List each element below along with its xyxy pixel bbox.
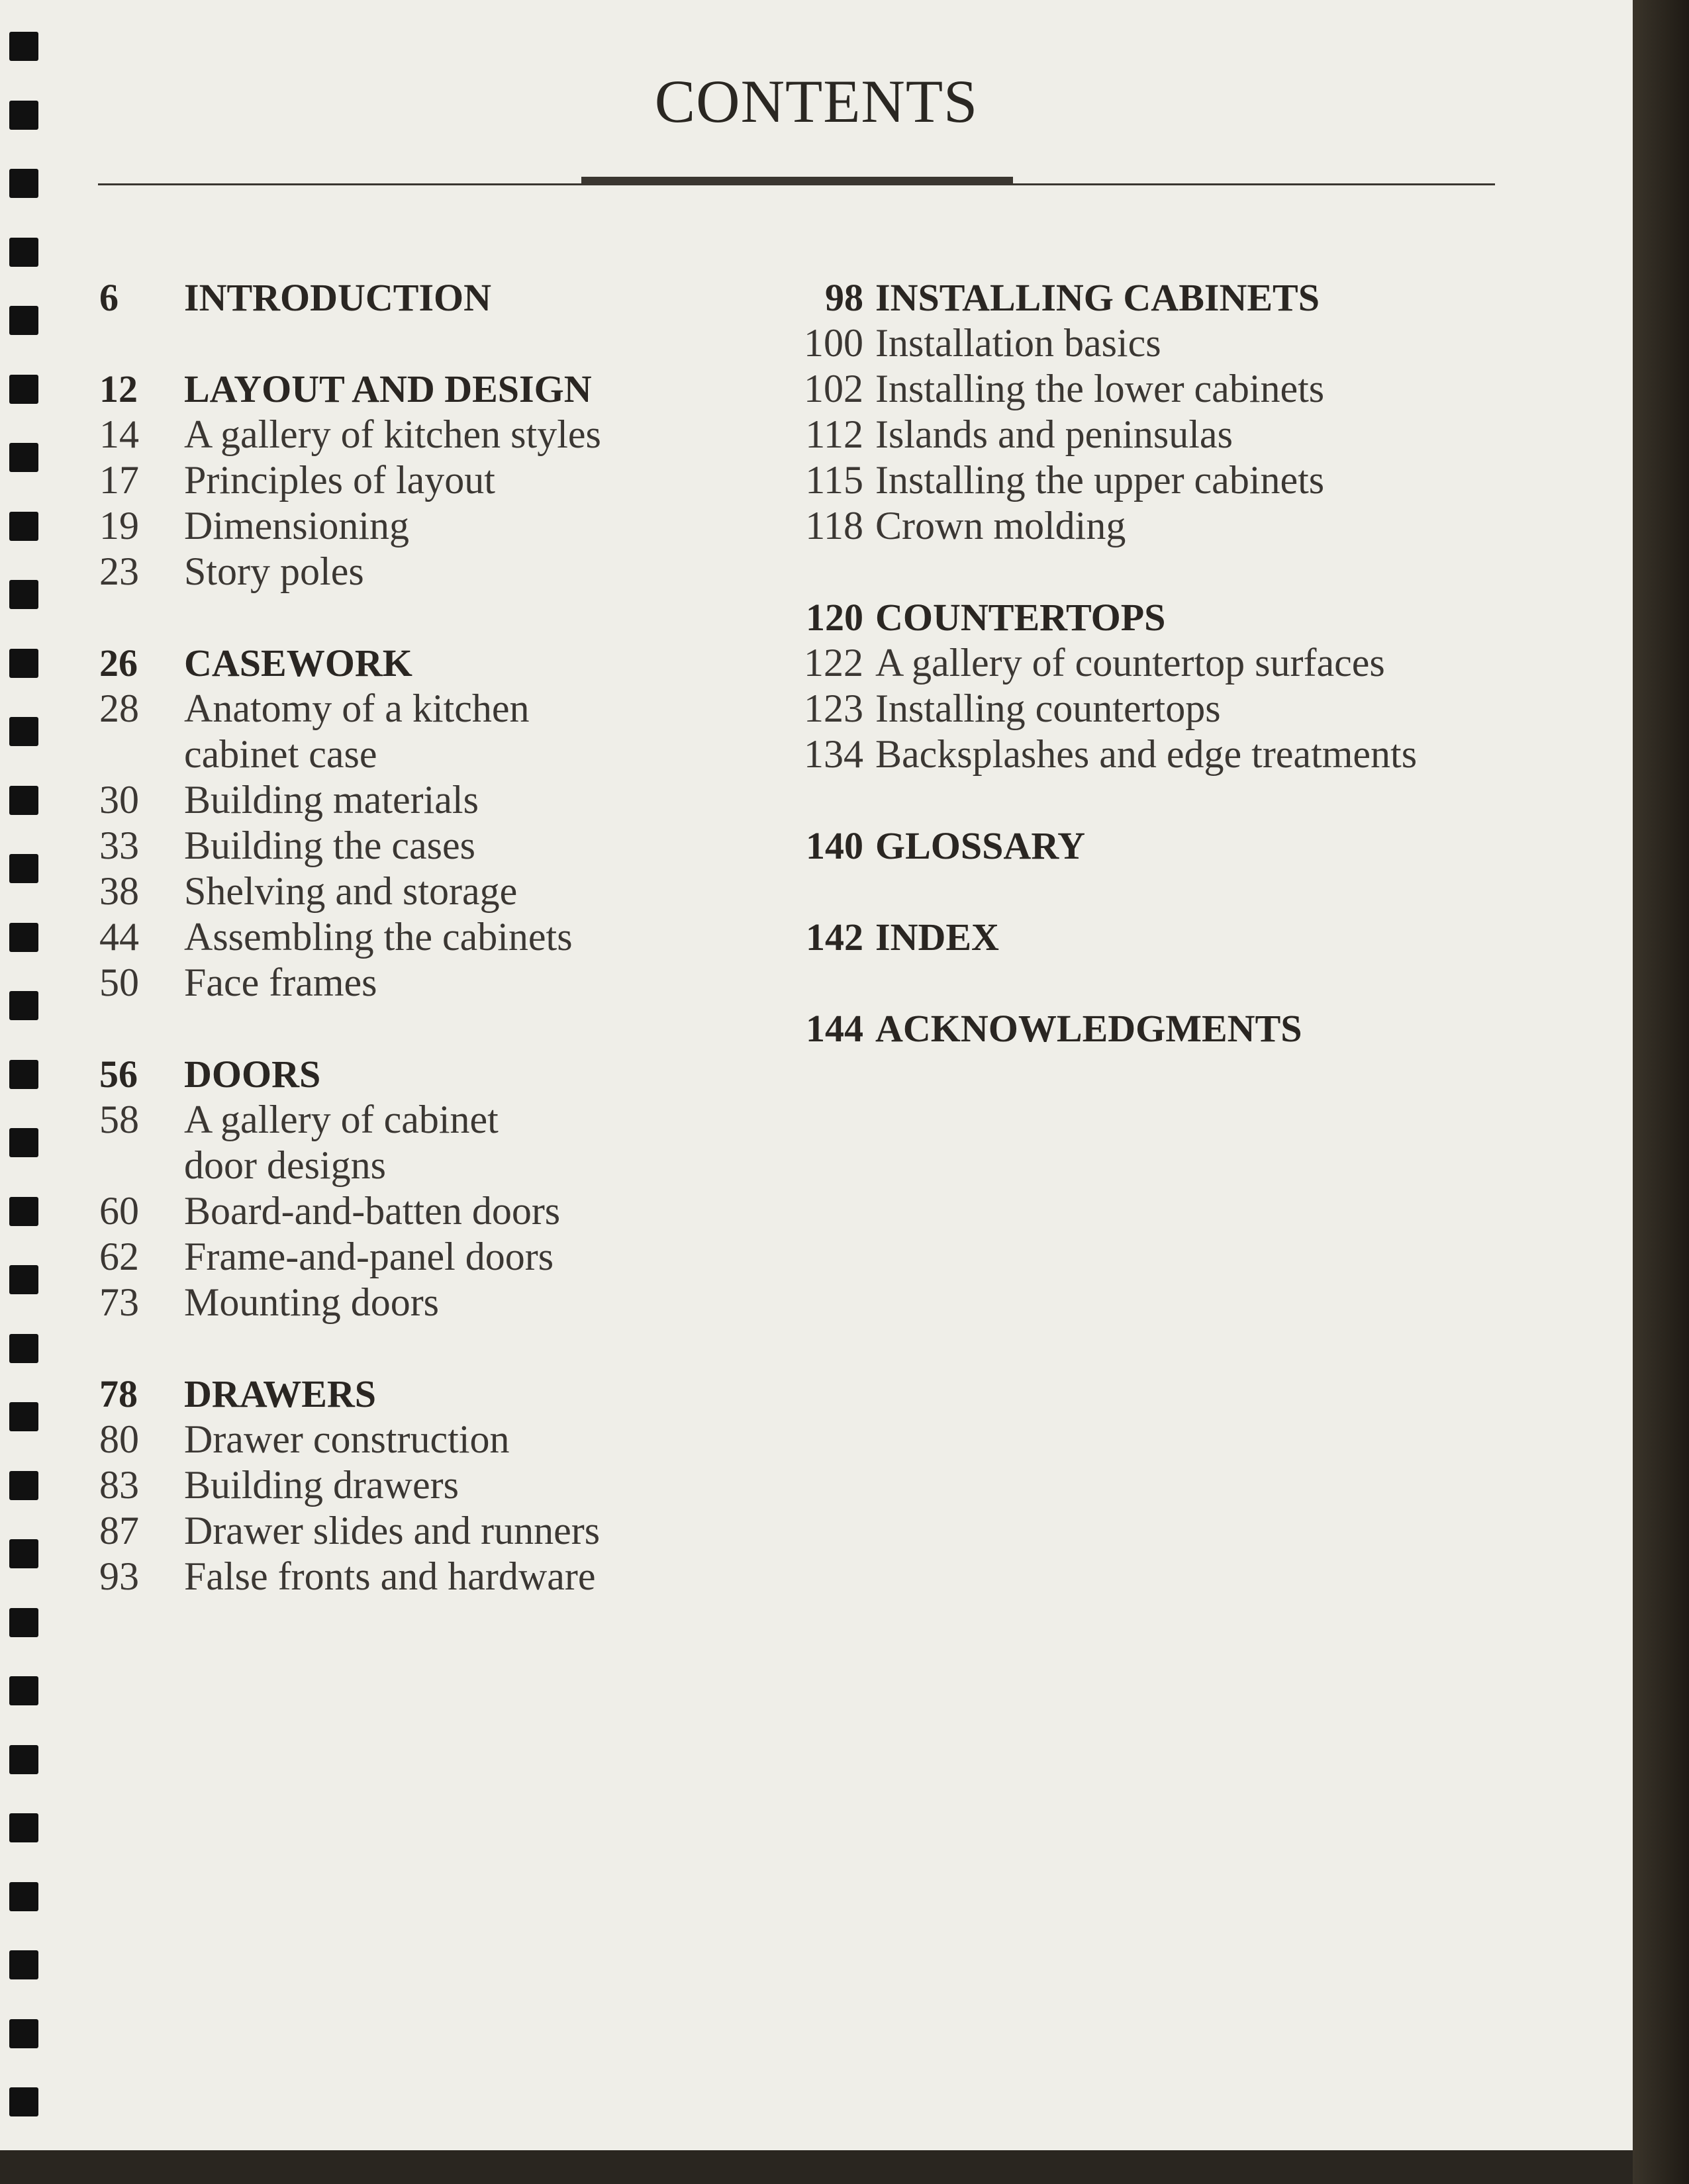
binding-hole — [9, 786, 38, 815]
toc-entry — [99, 412, 682, 457]
toc-page-number: 28 — [99, 687, 139, 730]
toc-page-number: 83 — [99, 1463, 139, 1507]
section-gap — [788, 960, 1529, 1006]
toc-page-number: 23 — [99, 549, 139, 593]
binding-hole — [9, 1676, 38, 1705]
toc-entry-label: A gallery of kitchen styles — [184, 412, 601, 456]
binding-hole — [9, 512, 38, 541]
section-gap — [99, 320, 682, 366]
toc-page-number: 30 — [99, 778, 139, 822]
toc-entry — [788, 686, 1529, 732]
toc-page-number: 80 — [99, 1417, 139, 1461]
toc-page-number: 14 — [99, 412, 139, 456]
toc-page-number: 100 — [804, 321, 863, 365]
toc-entry-label: False fronts and hardware — [184, 1554, 596, 1598]
toc-entry-label: Frame-and-panel doors — [184, 1235, 554, 1278]
section-gap — [99, 1006, 682, 1051]
toc-entry — [99, 1417, 682, 1462]
toc-entry-label: Building materials — [184, 778, 479, 822]
binding-hole — [9, 1745, 38, 1774]
toc-page-number: 142 — [806, 916, 863, 959]
toc-page-number — [99, 732, 184, 777]
toc-entry-label: INDEX — [875, 916, 999, 959]
toc-entry-label: Building the cases — [184, 824, 475, 867]
toc-page-number: 112 — [805, 412, 863, 456]
toc-section-heading — [99, 640, 682, 686]
toc-entry — [788, 457, 1529, 503]
toc-section-heading — [788, 594, 1529, 640]
binding-hole — [9, 649, 38, 678]
toc-page-number: 6 — [99, 276, 119, 319]
toc-entry-label: COUNTERTOPS — [875, 596, 1166, 639]
binding-hole — [9, 32, 38, 61]
toc-entry-label: DOORS — [184, 1053, 321, 1096]
binding-hole — [9, 1608, 38, 1637]
toc-entry — [99, 823, 682, 869]
toc-page-number: 26 — [99, 641, 138, 685]
toc-entry-label: door designs — [184, 1143, 386, 1187]
toc-page-number: 93 — [99, 1554, 139, 1598]
toc-page-number: 58 — [99, 1098, 139, 1141]
toc-page-number: 73 — [99, 1280, 139, 1324]
toc-entry — [99, 869, 682, 914]
toc-entry-label: cabinet case — [184, 732, 377, 776]
section-gap — [788, 549, 1529, 594]
toc-section-heading — [788, 1006, 1529, 1051]
page-title: CONTENTS — [654, 68, 979, 135]
toc-entry-label: INTRODUCTION — [184, 276, 492, 319]
binding-hole — [9, 306, 38, 335]
binding-hole — [9, 717, 38, 746]
binding-hole — [9, 1197, 38, 1226]
toc-page-number — [99, 1143, 184, 1188]
toc-entry — [99, 686, 682, 732]
toc-page-number: 78 — [99, 1372, 138, 1415]
binding-hole — [9, 1471, 38, 1500]
toc-entry-label: Building drawers — [184, 1463, 459, 1507]
toc-entry-label: Dimensioning — [184, 504, 409, 547]
toc-entry — [788, 732, 1529, 777]
toc-entry-label: Face frames — [184, 961, 377, 1004]
toc-section-heading — [99, 1371, 682, 1417]
toc-entry — [99, 1143, 682, 1188]
toc-entry-label: Shelving and storage — [184, 869, 518, 913]
toc-section-heading — [99, 366, 682, 412]
toc-entry-label: A gallery of countertop surfaces — [875, 641, 1385, 685]
toc-entry — [788, 412, 1529, 457]
toc-entry-label: DRAWERS — [184, 1372, 377, 1415]
toc-entry-label: Mounting doors — [184, 1280, 440, 1324]
toc-entry-label: Assembling the cabinets — [184, 915, 573, 959]
toc-entry — [99, 549, 682, 594]
toc-entry — [99, 503, 682, 549]
toc-entry-label: CASEWORK — [184, 641, 412, 685]
binding-hole — [9, 1813, 38, 1842]
toc-entry-label: LAYOUT AND DESIGN — [184, 367, 592, 410]
page-edge-bottom — [0, 2150, 1633, 2184]
toc-page-number: 115 — [805, 458, 863, 502]
binding-hole — [9, 2019, 38, 2048]
binding-hole — [9, 991, 38, 1020]
binding-hole — [9, 1402, 38, 1431]
binding-hole — [9, 2087, 38, 2116]
toc-section-heading — [788, 275, 1529, 320]
binding-hole — [9, 1128, 38, 1157]
toc-page-number: 144 — [806, 1007, 863, 1050]
toc-entry-label: Drawer slides and runners — [184, 1509, 601, 1552]
toc-entry-label: Board-and-batten doors — [184, 1189, 561, 1233]
toc-entry — [99, 777, 682, 823]
toc-entry — [788, 640, 1529, 686]
section-gap — [788, 869, 1529, 914]
toc-page-number: 17 — [99, 458, 139, 502]
section-gap — [99, 1325, 682, 1371]
toc-entry-label: Installing the upper cabinets — [875, 458, 1325, 502]
contents-left-column — [99, 275, 682, 1599]
toc-page-number: 98 — [825, 276, 863, 319]
toc-section-heading — [99, 1051, 682, 1097]
toc-entry-label: Drawer construction — [184, 1417, 510, 1461]
toc-entry-label: Backsplashes and edge treatments — [875, 732, 1418, 776]
toc-entry-label: Installation basics — [875, 321, 1161, 365]
toc-section-heading — [788, 823, 1529, 869]
title-rule-accent — [581, 177, 1013, 185]
section-gap — [788, 777, 1529, 823]
toc-entry — [99, 960, 682, 1006]
toc-page-number: 140 — [806, 824, 863, 867]
toc-page-number: 38 — [99, 869, 139, 913]
toc-page-number: 33 — [99, 824, 139, 867]
page-edge-right — [1633, 0, 1689, 2184]
toc-page-number: 56 — [99, 1053, 138, 1096]
binding-hole — [9, 580, 38, 609]
toc-page-number: 87 — [99, 1509, 139, 1552]
binding-hole — [9, 1334, 38, 1363]
toc-page-number: 123 — [804, 687, 863, 730]
toc-entry-label: A gallery of cabinet — [184, 1098, 499, 1141]
binding-hole — [9, 238, 38, 267]
toc-page-number: 120 — [806, 596, 863, 639]
binding-hole — [9, 375, 38, 404]
section-gap — [99, 594, 682, 640]
toc-entry — [99, 1508, 682, 1554]
binding-hole — [9, 1950, 38, 1979]
toc-entry-label: Crown molding — [875, 504, 1126, 547]
toc-page-number: 12 — [99, 367, 138, 410]
toc-page-number: 122 — [804, 641, 863, 685]
binding-hole — [9, 1539, 38, 1568]
toc-entry — [99, 1234, 682, 1280]
toc-page-number: 50 — [99, 961, 139, 1004]
toc-entry — [99, 457, 682, 503]
toc-entry-label: Anatomy of a kitchen — [184, 687, 530, 730]
toc-section-heading — [788, 914, 1529, 960]
toc-entry — [99, 732, 682, 777]
toc-entry — [99, 914, 682, 960]
contents-right-column — [788, 275, 1529, 1051]
binding-hole — [9, 169, 38, 198]
toc-page-number: 19 — [99, 504, 139, 547]
toc-page-number: 60 — [99, 1189, 139, 1233]
toc-entry-label: INSTALLING CABINETS — [875, 276, 1320, 319]
toc-entry-label: Installing the lower cabinets — [875, 367, 1325, 410]
toc-entry — [99, 1462, 682, 1508]
toc-entry — [99, 1097, 682, 1143]
toc-page-number: 44 — [99, 915, 139, 959]
binding-hole — [9, 1060, 38, 1089]
toc-section-heading — [99, 275, 682, 320]
binding-hole — [9, 854, 38, 883]
toc-entry-label: GLOSSARY — [875, 824, 1086, 867]
toc-entry — [99, 1554, 682, 1599]
toc-page-number: 134 — [804, 732, 863, 776]
toc-entry-label: Islands and peninsulas — [875, 412, 1233, 456]
toc-entry-label: ACKNOWLEDGMENTS — [875, 1007, 1302, 1050]
binding-hole — [9, 1882, 38, 1911]
toc-entry-label: Principles of layout — [184, 458, 495, 502]
toc-entry — [788, 366, 1529, 412]
toc-entry-label: Installing countertops — [875, 687, 1221, 730]
binding-hole — [9, 443, 38, 472]
toc-entry — [99, 1188, 682, 1234]
toc-page-number: 118 — [805, 504, 863, 547]
binding-hole — [9, 1265, 38, 1294]
toc-entry — [99, 1280, 682, 1325]
toc-entry — [788, 320, 1529, 366]
toc-entry-label: Story poles — [184, 549, 364, 593]
toc-page-number: 62 — [99, 1235, 139, 1278]
toc-entry — [788, 503, 1529, 549]
binding-hole — [9, 923, 38, 952]
toc-page-number: 102 — [804, 367, 863, 410]
